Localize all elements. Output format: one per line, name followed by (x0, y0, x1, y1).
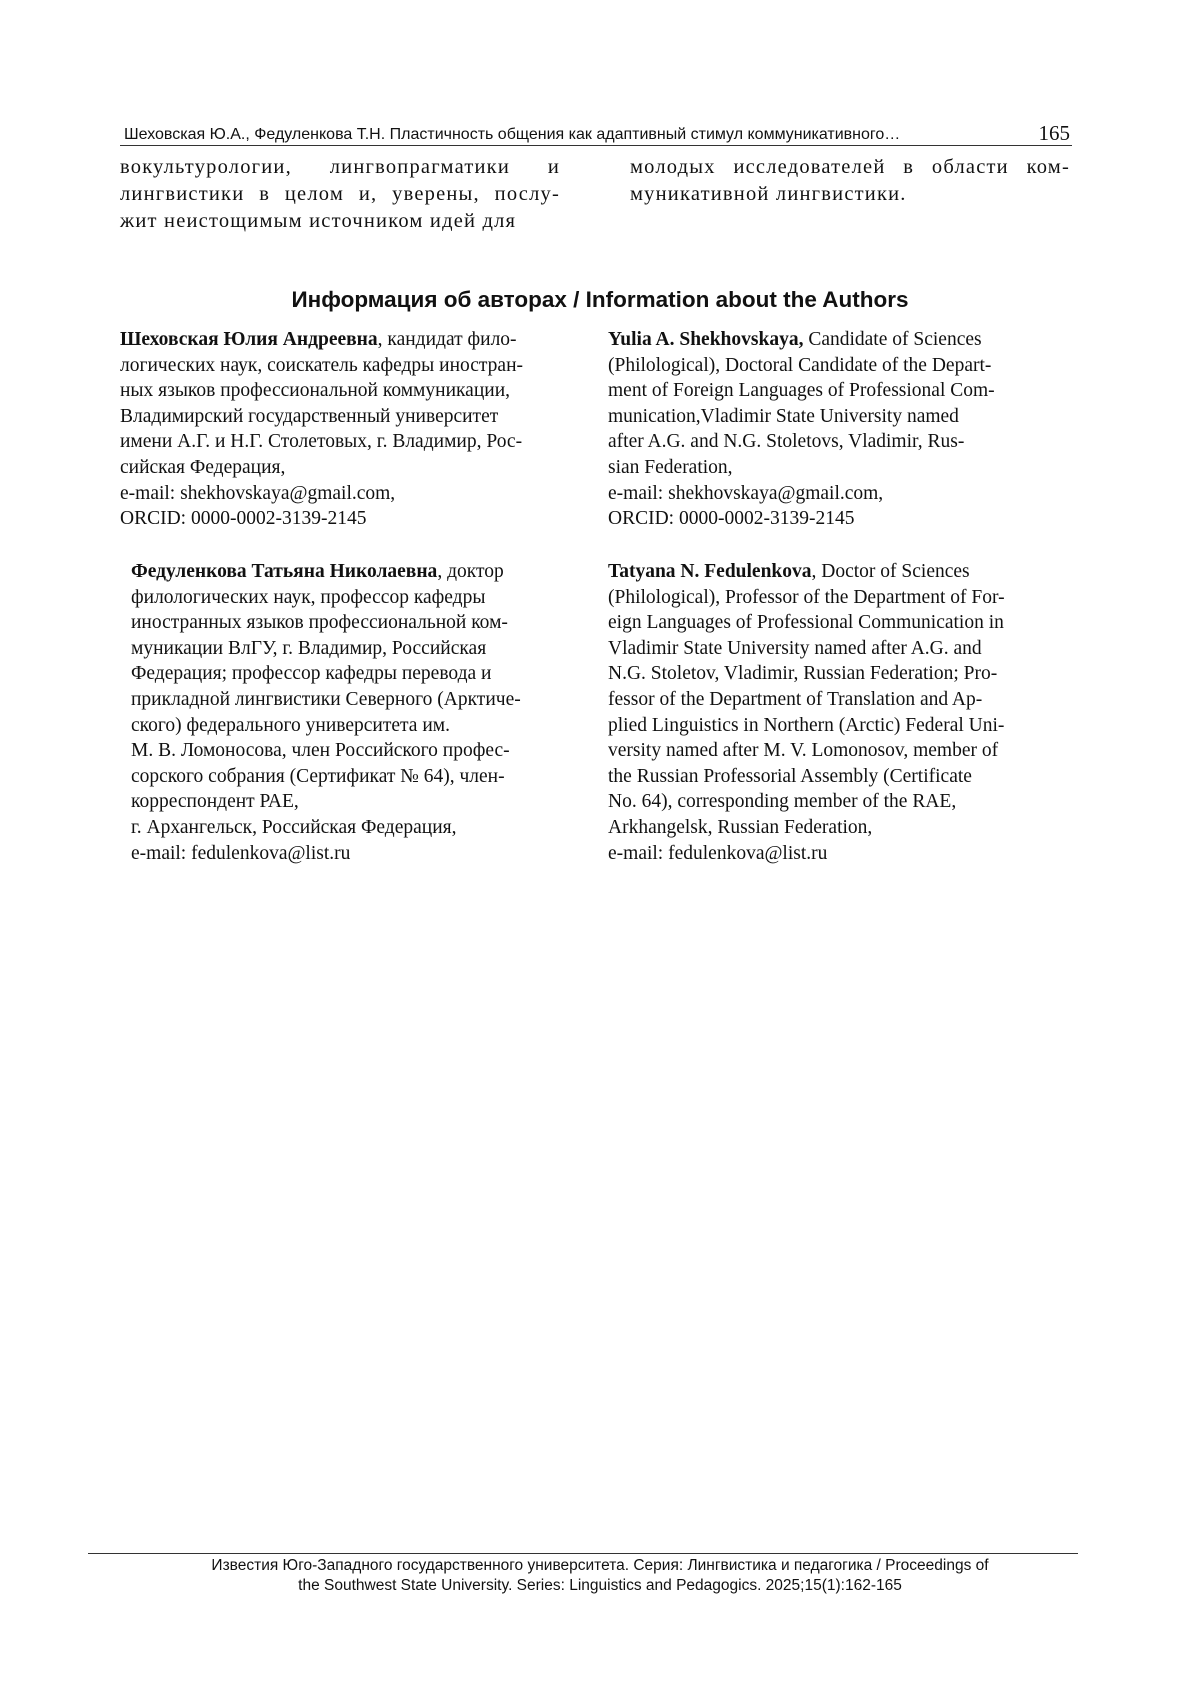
author-line: ных языков профессиональной коммуникации, (120, 380, 511, 402)
author-line: (Philological), Doctoral Candidate of the Depart- (608, 354, 992, 376)
author-line: munication,Vladimir State University named (608, 405, 959, 427)
author-line: иностранных языков профессиональной ком- (131, 612, 508, 634)
author-line: eign Languages of Professional Communication in (608, 612, 1004, 634)
author-line: филологических наук, профессор кафедры (131, 586, 486, 608)
author-line: Федерация; профессор кафедры перевода и (131, 663, 492, 685)
author-line: No. 64), corresponding member of the RAE, (608, 791, 957, 813)
author-line: ского) федерального университета им. (131, 714, 450, 736)
author-line-text: , Doctor of Sciences (811, 561, 970, 582)
journal-footer (0, 1556, 1200, 1596)
author-line: the Russian Professorial Assembly (Certificate (608, 765, 972, 787)
author-line-text: , доктор (437, 561, 504, 582)
author-line: ment of Foreign Languages of Professional Com- (608, 380, 995, 402)
author-line: М. В. Ломоносова, член Российского профес- (131, 740, 510, 762)
author-line-text: , кандидат фило- (377, 329, 517, 350)
author-line: Владимирский государственный университет (120, 405, 499, 427)
author-line: Vladimir State University named after A.G. and (608, 637, 982, 659)
author-line: (Philological), Professor of the Department of For- (608, 586, 1005, 608)
author-orcid: ORCID: 0000-0002-3139-2145 (120, 508, 367, 530)
header-rule (120, 145, 1072, 146)
author-line: fessor of the Department of Translation and Ap- (608, 688, 983, 710)
continuation-text-right: молодых исследователей в области ком- муникативной лингвистики. (630, 156, 1070, 205)
author-line: Arkhangelsk, Russian Federation, (608, 816, 873, 838)
author-line (120, 327, 600, 353)
author-line: имени А.Г. и Н.Г. Столетовых, г. Владимир, Рос- (120, 431, 523, 453)
author-line: логических наук, соискатель кафедры иностран- (120, 354, 523, 376)
author-line: sian Federation, (608, 456, 733, 478)
author-email: e-mail: shekhovskaya@gmail.com, (120, 482, 396, 504)
authors-heading: Информация об авторах / Information about the Authors (291, 287, 909, 312)
author-name: Yulia A. Shekhovskaya, (608, 329, 804, 350)
author-email: e-mail: shekhovskaya@gmail.com, (608, 482, 884, 504)
author-line-text: Candidate of Sciences (803, 329, 982, 350)
author-line: plied Linguistics in Northern (Arctic) Federal Uni- (608, 714, 1005, 736)
footer-line-1: Известия Юго-Западного государственного университета. Серия: Лингвистика и педагогика / Proceedings of (211, 1557, 989, 1574)
author-line: прикладной лингвистики Северного (Арктиче- (131, 688, 521, 710)
author-name: Tatyana N. Fedulenkova (608, 561, 812, 582)
author-orcid: ORCID: 0000-0002-3139-2145 (608, 508, 855, 530)
continuation-text-left: вокультурологии, лингвопрагматики и лингвистики в целом и, уверены, послу- жит неистощимым источником идей для (120, 156, 560, 232)
author-name: Шеховская Юлия Андреевна (120, 329, 378, 350)
footer-line-2: the Southwest State University. Series: Linguistics and Pedagogics. 2025;15(1):162-165 (298, 1577, 902, 1594)
author-email: e-mail: fedulenkova@list.ru (131, 842, 351, 864)
running-header (124, 118, 1070, 144)
author-2-en (608, 559, 1078, 866)
author-line (608, 559, 1078, 585)
footer-rule (88, 1553, 1078, 1554)
author-2-ru (131, 559, 601, 866)
author-line (608, 327, 1078, 353)
author-name: Федуленкова Татьяна Николаевна (131, 561, 438, 582)
author-line: корреспондент РАЕ, (131, 791, 299, 813)
author-line: сийская Федерация, (120, 456, 286, 478)
author-line: г. Архангельск, Российская Федерация, (131, 816, 457, 838)
author-1-en (608, 327, 1078, 532)
author-line (131, 559, 601, 585)
page-number: 165 (1038, 121, 1070, 145)
author-line: муникации ВлГУ, г. Владимир, Российская (131, 637, 487, 659)
author-1-ru (120, 327, 600, 532)
author-email: e-mail: fedulenkova@list.ru (608, 842, 828, 864)
author-line: versity named after M. V. Lomonosov, member of (608, 740, 999, 762)
author-line: сорского собрания (Сертификат № 64), член- (131, 765, 505, 787)
running-title: Шеховская Ю.А., Федуленкова Т.Н. Пластичность общения как адаптивный стимул коммуникативного… (124, 126, 901, 143)
author-line: N.G. Stoletov, Vladimir, Russian Federation; Pro- (608, 663, 998, 685)
author-line: after A.G. and N.G. Stoletovs, Vladimir, Rus- (608, 431, 965, 453)
